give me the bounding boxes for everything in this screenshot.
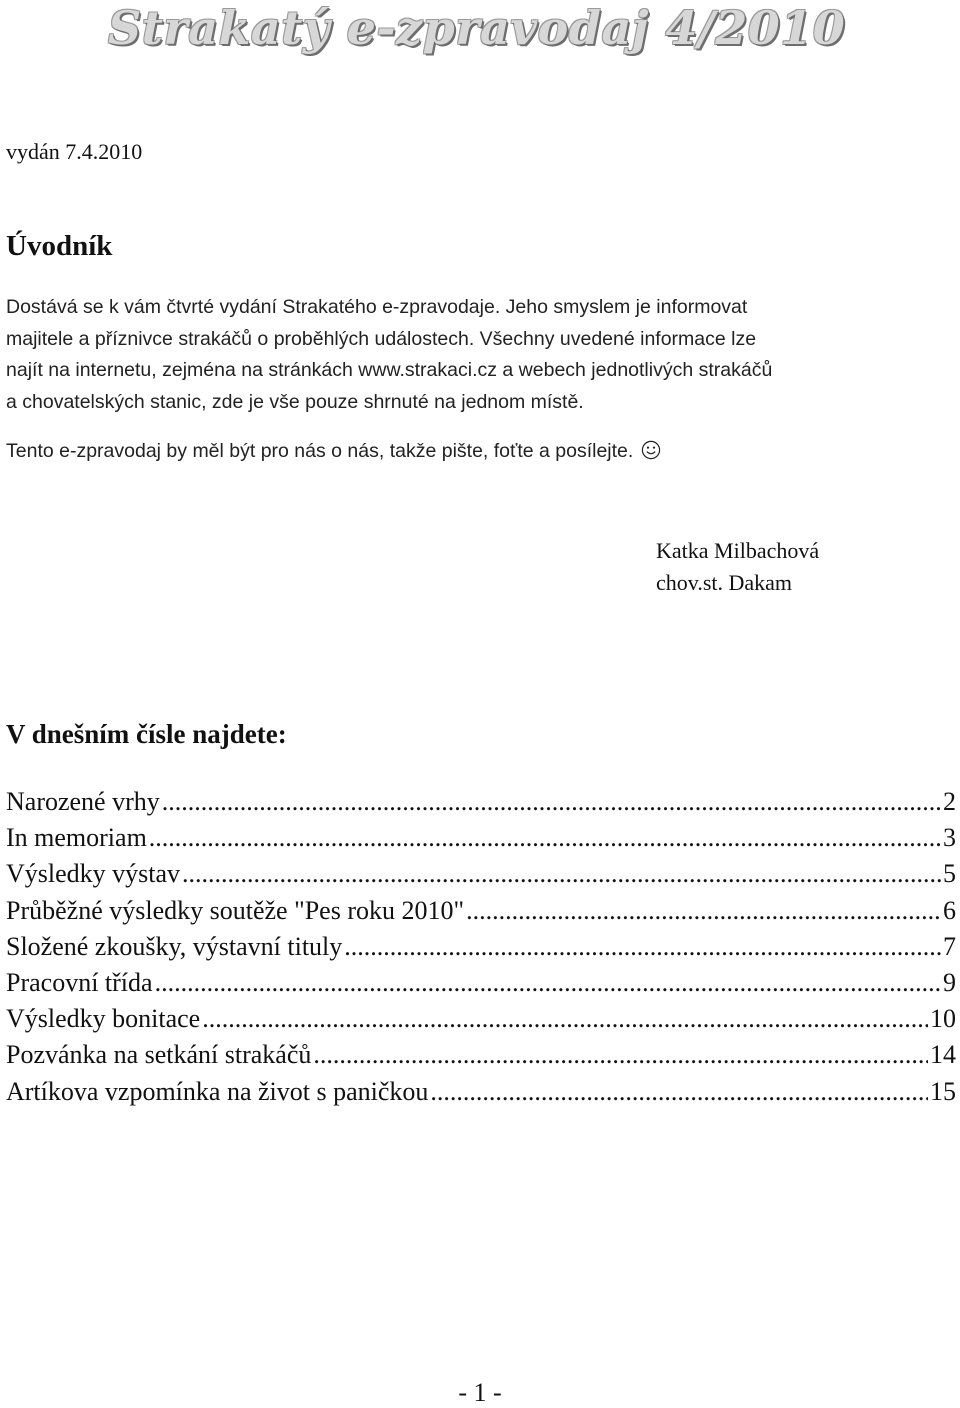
toc-entry[interactable] xyxy=(6,929,956,965)
toc-dot-leader xyxy=(313,1037,928,1073)
toc-entry-page: 9 xyxy=(943,968,956,998)
table-of-contents xyxy=(6,784,956,1110)
toc-entry[interactable] xyxy=(6,1001,956,1037)
signature-name: Katka Milbachová xyxy=(656,538,820,563)
editorial-line: a chovatelských stanic, zde je vše pouze shrnuté na jednom místě. xyxy=(6,390,584,413)
toc-entry-title: Složené zkoušky, výstavní tituly xyxy=(6,931,343,961)
toc-dot-leader xyxy=(162,784,941,820)
toc-entry-title: Průběžné výsledky soutěže "Pes roku 2010" xyxy=(6,895,465,925)
toc-entry-page: 6 xyxy=(943,895,956,925)
toc-entry-page: 15 xyxy=(930,1076,956,1106)
toc-dot-leader xyxy=(430,1074,928,1110)
editorial-heading: Úvodník xyxy=(6,230,113,262)
toc-entry-page: 10 xyxy=(930,1004,956,1034)
toc-entry-page: 3 xyxy=(943,823,956,853)
toc-dot-leader xyxy=(149,820,941,856)
toc-entry[interactable] xyxy=(6,820,956,856)
newsletter-masthead: Strakatý e-zpravodaj 4/2010 xyxy=(108,1,846,55)
toc-dot-leader xyxy=(466,893,941,929)
toc-dot-leader xyxy=(202,1001,928,1037)
toc-entry-page: 2 xyxy=(943,787,956,816)
toc-dot-leader xyxy=(182,856,941,892)
editorial-line: najít na internetu, zejména na stránkách www.strakaci.cz a webech jednotlivých strakáčů xyxy=(6,359,773,381)
signature-block xyxy=(656,535,819,599)
toc-entry-page: 5 xyxy=(943,859,956,889)
toc-entry[interactable] xyxy=(6,784,956,820)
toc-dot-leader xyxy=(344,929,941,965)
toc-entry-page: 7 xyxy=(943,931,956,961)
toc-entry-title: Pozvánka na setkání strakáčů xyxy=(6,1040,312,1070)
issue-date: vydán 7.4.2010 xyxy=(6,139,143,164)
editorial-line: Dostává se k vám čtvrté vydání Strakatého e-zpravodaje. Jeho smyslem je informovat xyxy=(6,296,748,318)
toc-entry[interactable] xyxy=(6,965,956,1001)
editorial-closing xyxy=(6,436,956,468)
toc-entry-title: Výsledky výstav xyxy=(6,859,181,889)
toc-entry-title: In memoriam xyxy=(6,823,147,853)
toc-entry-page: 14 xyxy=(930,1040,956,1070)
page-number: - 1 - xyxy=(458,1378,502,1407)
toc-dot-leader xyxy=(155,965,941,1001)
toc-entry[interactable] xyxy=(6,893,956,929)
editorial-text xyxy=(6,292,956,468)
toc-heading: V dnešním čísle najdete: xyxy=(6,719,287,749)
editorial-closing-text: Tento e-zpravodaj by měl být pro nás o nás, takže pište, foťte a posílejte. xyxy=(6,440,634,462)
toc-entry-title: Artíkova vzpomínka na život s paničkou xyxy=(6,1076,429,1106)
toc-entry-title: Narozené vrhy xyxy=(6,787,160,816)
signature-kennel: chov.st. Dakam xyxy=(656,570,793,595)
toc-entry[interactable] xyxy=(6,1037,956,1073)
toc-entry-title: Výsledky bonitace xyxy=(6,1004,201,1034)
toc-entry-title: Pracovní třída xyxy=(6,968,153,998)
smiley-icon xyxy=(641,440,661,460)
editorial-line: majitele a příznivce strakáčů o proběhlých událostech. Všechny uvedené informace lze xyxy=(6,327,757,350)
toc-entry[interactable] xyxy=(6,856,956,892)
toc-entry[interactable] xyxy=(6,1074,956,1110)
